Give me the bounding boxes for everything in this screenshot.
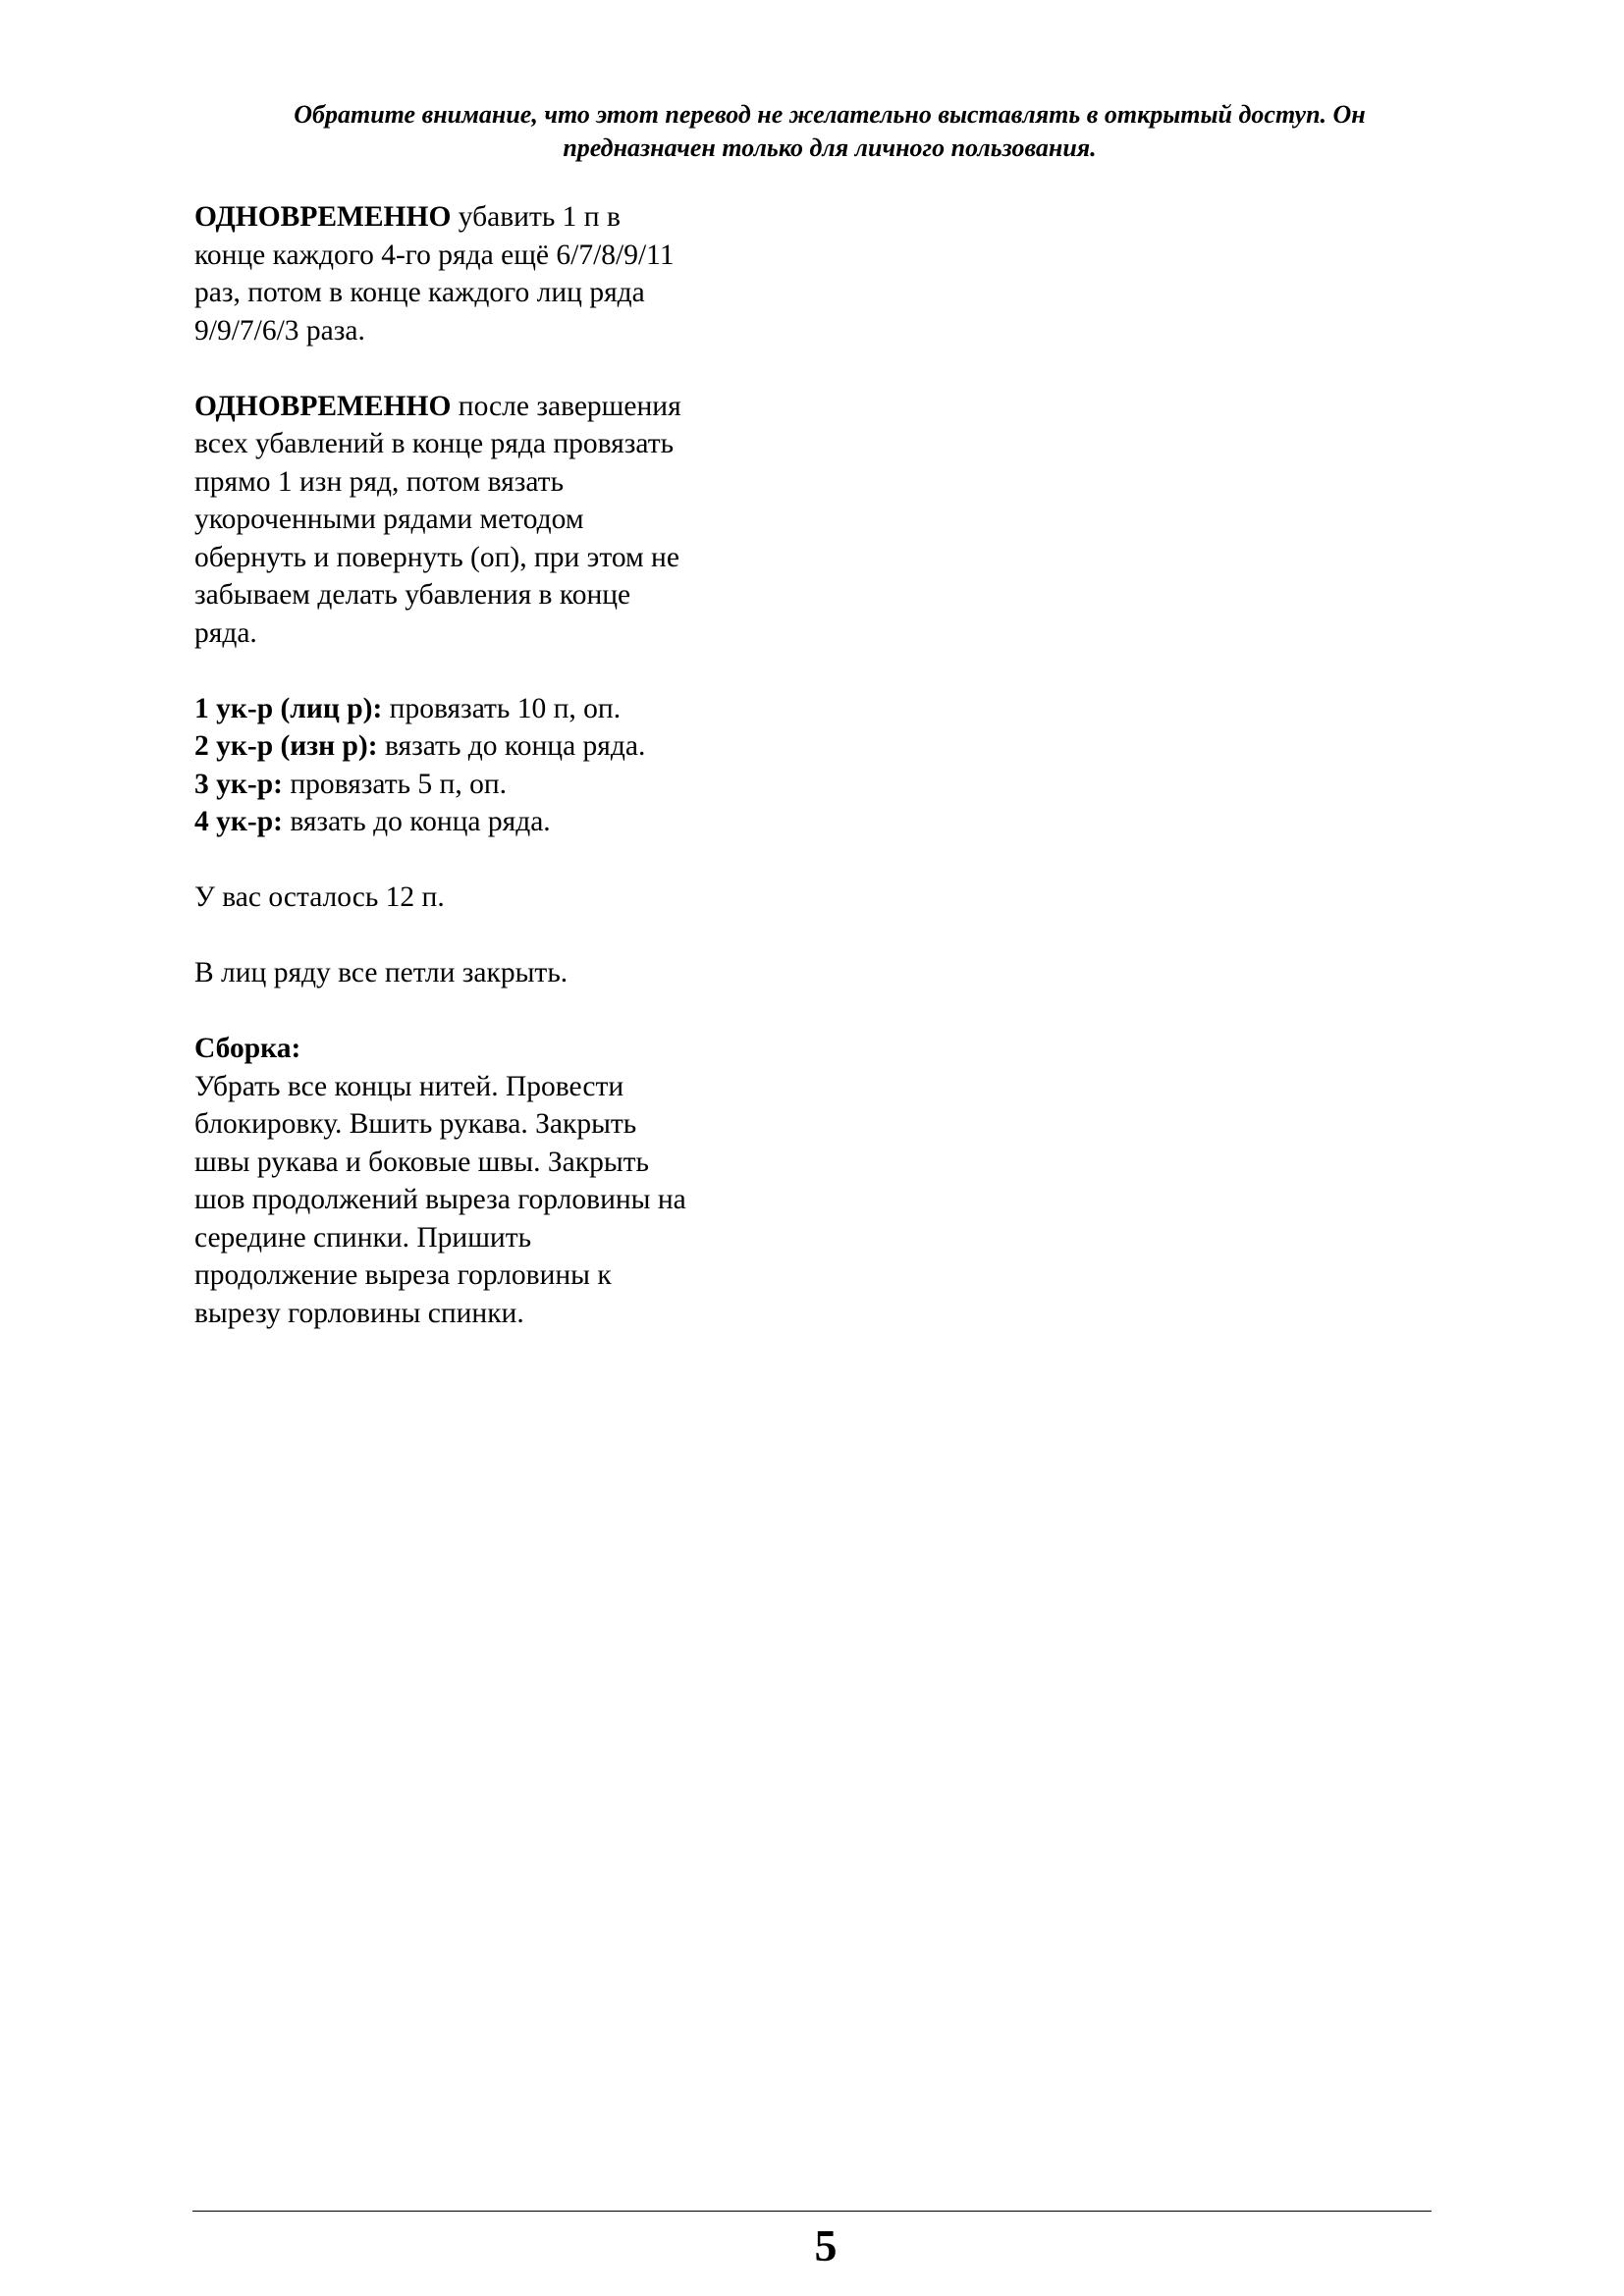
page-number: 5: [814, 2220, 838, 2270]
short-row-item: [194, 727, 784, 766]
paragraph-line: раз, потом в конце каждого лиц ряда: [194, 277, 645, 308]
paragraph-line: 9/9/7/6/3 раза.: [194, 314, 365, 347]
paragraph-line: блокировку. Вшить рукава. Закрыть: [194, 1108, 637, 1140]
short-row-label: 2 ук-р (изн р):: [194, 730, 378, 762]
paragraph-line: забываем делать убавления в конце: [194, 579, 631, 611]
short-rows-list: [194, 690, 784, 841]
paragraph-line: ряда.: [194, 616, 257, 649]
paragraph-line: Убрать все концы нитей. Провести: [194, 1070, 624, 1102]
paragraph-spacer: [194, 917, 784, 955]
paragraph-spacer: [194, 992, 784, 1031]
bind-off-instruction: В лиц ряду все петли закрыть.: [194, 957, 568, 988]
paragraph-line: всех убавлений в конце ряда провязать: [194, 428, 675, 459]
short-row-text: провязать 10 п, оп.: [382, 692, 622, 724]
short-row-item: [194, 766, 784, 804]
paragraph-spacer: [194, 841, 784, 880]
paragraph-line: конце каждого 4-го ряда ещё 6/7/8/9/11: [194, 239, 675, 271]
paragraph-spacer: [194, 652, 784, 690]
assembly-heading: Сборка:: [194, 1033, 301, 1064]
paragraph-line: продолжение выреза горловины к: [194, 1259, 612, 1291]
footer-divider: [192, 2211, 1432, 2212]
paragraph-line: укороченными рядами методом: [194, 504, 584, 535]
short-row-text: провязать 5 п, оп.: [282, 768, 507, 800]
header-notice-line-1: Обратите внимание, что этот перевод не желательно выставлять в открытый доступ. Он: [294, 100, 1366, 129]
paragraph-line: [194, 198, 784, 237]
paragraph-line: прямо 1 изн ряд, потом вязать: [194, 465, 565, 498]
paragraph-line: вырезу горловины спинки.: [194, 1297, 524, 1329]
text-fragment: после завершения: [451, 390, 681, 422]
paragraph-line: шов продолжений выреза горловины на: [194, 1184, 686, 1215]
short-row-label: 4 ук-р:: [194, 806, 283, 837]
short-row-item: [194, 803, 784, 841]
paragraph-line: швы рукава и боковые швы. Закрыть: [194, 1146, 649, 1178]
short-row-label: 1 ук-р (лиц р):: [194, 692, 383, 724]
emphasis-simultaneously: ОДНОВРЕМЕННО: [194, 201, 452, 233]
short-row-text: вязать до конца ряда.: [377, 730, 646, 762]
header-notice-line-2: предназначен только для личного пользования.: [563, 133, 1097, 162]
header-notice: [177, 98, 1483, 165]
short-row-text: вязать до конца ряда.: [282, 806, 551, 837]
emphasis-simultaneously: ОДНОВРЕМЕННО: [194, 390, 452, 422]
assembly-section: [194, 1030, 784, 1332]
paragraph-line: обернуть и повернуть (оп), при этом не: [194, 541, 679, 573]
paragraph-spacer: [194, 349, 784, 388]
short-row-item: [194, 690, 784, 728]
paragraph-line: середине спинки. Пришить: [194, 1221, 532, 1254]
short-row-label: 3 ук-р:: [194, 768, 283, 800]
paragraph-short-rows-intro: [194, 388, 784, 653]
paragraph-decrease-instructions: [194, 198, 784, 349]
body-text: [194, 198, 784, 1332]
text-fragment: убавить 1 п в: [451, 201, 621, 233]
paragraph-line: [194, 388, 784, 426]
remaining-stitches-note: У вас осталось 12 п.: [194, 881, 445, 913]
